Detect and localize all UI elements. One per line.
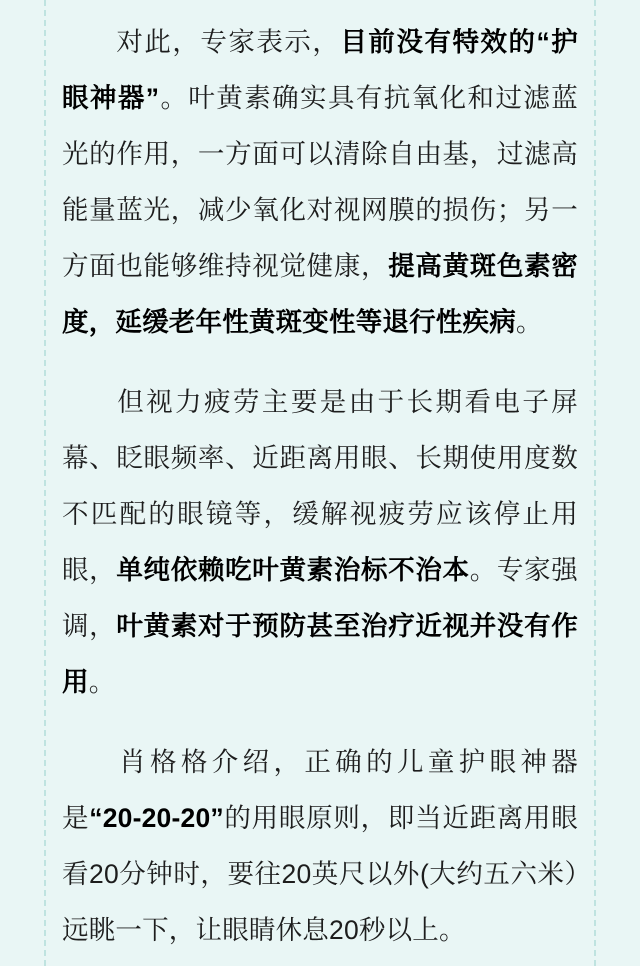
body-text: 肖格格介绍，正确的儿童护眼神器是 xyxy=(62,747,578,833)
left-dashed-rail xyxy=(44,0,46,966)
emphasis-text: 目前没有特效的“护眼神器” xyxy=(62,27,578,113)
paragraph xyxy=(62,14,578,350)
body-text: 但视力疲劳主要是由于长期看电子屏幕、眨眼频率、近距离用眼、长期使用度数不匹配的眼镜等，缓解视疲劳应该停止用眼， xyxy=(62,387,578,585)
emphasis-text: 提高黄斑色素密度，延缓老年性黄斑变性等退行性疾病 xyxy=(62,251,578,337)
emphasis-text: 单纯依赖吃叶黄素治标不治本 xyxy=(116,555,470,585)
paragraph xyxy=(62,734,578,958)
body-text: 。专家强调， xyxy=(62,555,578,641)
body-text: 。 xyxy=(88,667,116,697)
article-body xyxy=(62,0,578,966)
body-text: 对此，专家表示， xyxy=(115,27,341,57)
body-text: 的用眼原则，即当近距离用眼看20分钟时，要往20英尺以外(大约五六米）远眺一下，让眼睛休息20秒以上。 xyxy=(62,803,578,945)
emphasis-text: “20-20-20” xyxy=(89,803,224,833)
paragraph xyxy=(62,374,578,710)
body-text: 。 xyxy=(515,307,543,337)
emphasis-text: 叶黄素对于预防甚至治疗近视并没有作用 xyxy=(62,611,578,697)
right-dashed-rail xyxy=(594,0,596,966)
body-text: 。叶黄素确实具有抗氧化和过滤蓝光的作用，一方面可以清除自由基，过滤高能量蓝光，减少氧化对视网膜的损伤；另一方面也能够维持视觉健康， xyxy=(62,83,578,281)
